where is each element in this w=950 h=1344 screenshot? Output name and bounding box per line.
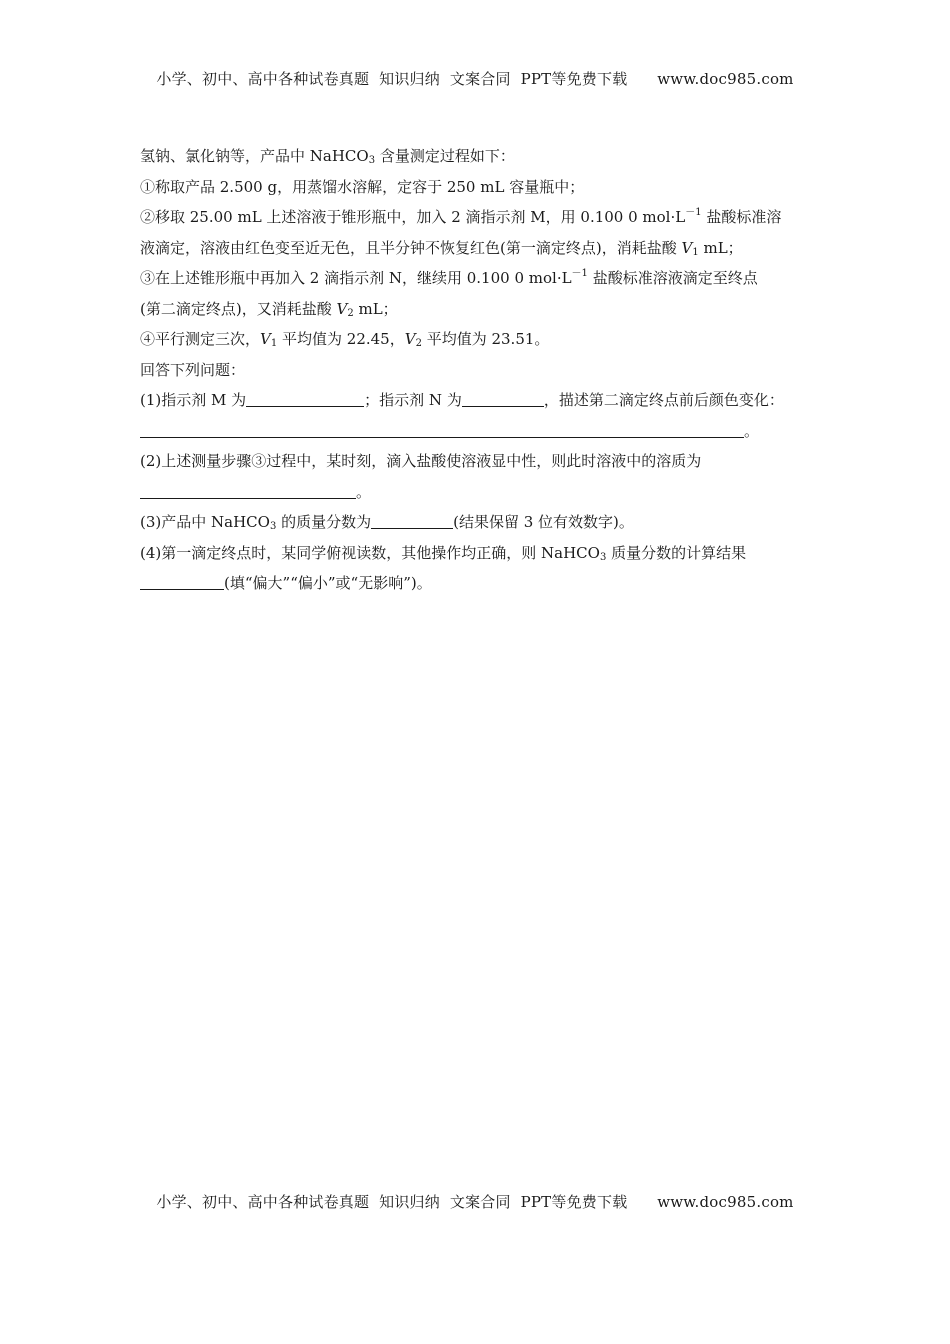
step-4: ④平行测定三次，$V_1$ 平均值为 22.45，$V_2$ 平均值为 23.51。	[140, 330, 550, 349]
questions-intro: 回答下列问题：	[140, 360, 246, 379]
step-1: ①称取产品 2.500 g，用蒸馏水溶解，定容于 250 mL 容量瓶中；	[140, 177, 585, 196]
question-2: (2)上述测量步骤③过程中，某时刻，滴入盐酸使溶液显中性，则此时溶液中的溶质为	[140, 452, 702, 470]
step-2-line-2: 液滴定，溶液由红色变至近无色，且半分钟不恢复红色(第一滴定终点)，消耗盐酸 $V_1$ mL；	[140, 238, 743, 258]
answer-blank-solute[interactable]	[140, 483, 356, 499]
page-header: 小学、初中、高中各种试卷真题 知识归纳 文案合同 PPT等免费下载 www.doc985.com	[156, 70, 794, 88]
step-3-line-2: (第二滴定终点)，又消耗盐酸 $V_2$ mL；	[140, 299, 398, 319]
question-3: (3)产品中 NaHCO$_3$ 的质量分数为 (结果保留 3 位有效数字)。	[140, 513, 634, 532]
answer-blank-mass-fraction[interactable]	[371, 513, 453, 529]
page-footer: 小学、初中、高中各种试卷真题 知识归纳 文案合同 PPT等免费下载 www.doc985.com	[156, 1193, 794, 1211]
answer-blank-indicator-m[interactable]	[246, 391, 364, 407]
question-1-answer-line: 。	[140, 421, 812, 452]
answer-blank-indicator-n[interactable]	[462, 391, 544, 407]
question-4: (4)第一滴定终点时，某同学俯视读数，其他操作均正确，则 NaHCO$_3$ 质量分数的计算结果	[140, 543, 747, 563]
step-3-line-1: ③在上述锥形瓶中再加入 2 滴指示剂 N，继续用 0.100 0 $mol\cdot L^{-1}$ 盐酸标准溶液滴定至终点	[140, 268, 758, 287]
question-4-answer-line: (填“偏大”“偏小”或“无影响”)。	[140, 573, 812, 604]
question-body	[140, 146, 812, 604]
answer-blank-error-effect[interactable]	[140, 574, 224, 590]
question-1: (1)指示剂 M 为 ；指示剂 N 为 ，描述第二滴定终点前后颜色变化：	[140, 391, 784, 409]
text-line-1: 氢钠、氯化钠等，产品中 NaHCO$_3$ 含量测定过程如下：	[140, 147, 515, 166]
question-2-answer-line: 。	[140, 482, 812, 513]
answer-blank-color-change[interactable]	[140, 422, 744, 438]
step-2-line-1: ②移取 25.00 mL 上述溶液于锥形瓶中，加入 2 滴指示剂 M，用 0.100 0 $mol\cdot L^{-1}$ 盐酸标准溶	[140, 207, 782, 226]
